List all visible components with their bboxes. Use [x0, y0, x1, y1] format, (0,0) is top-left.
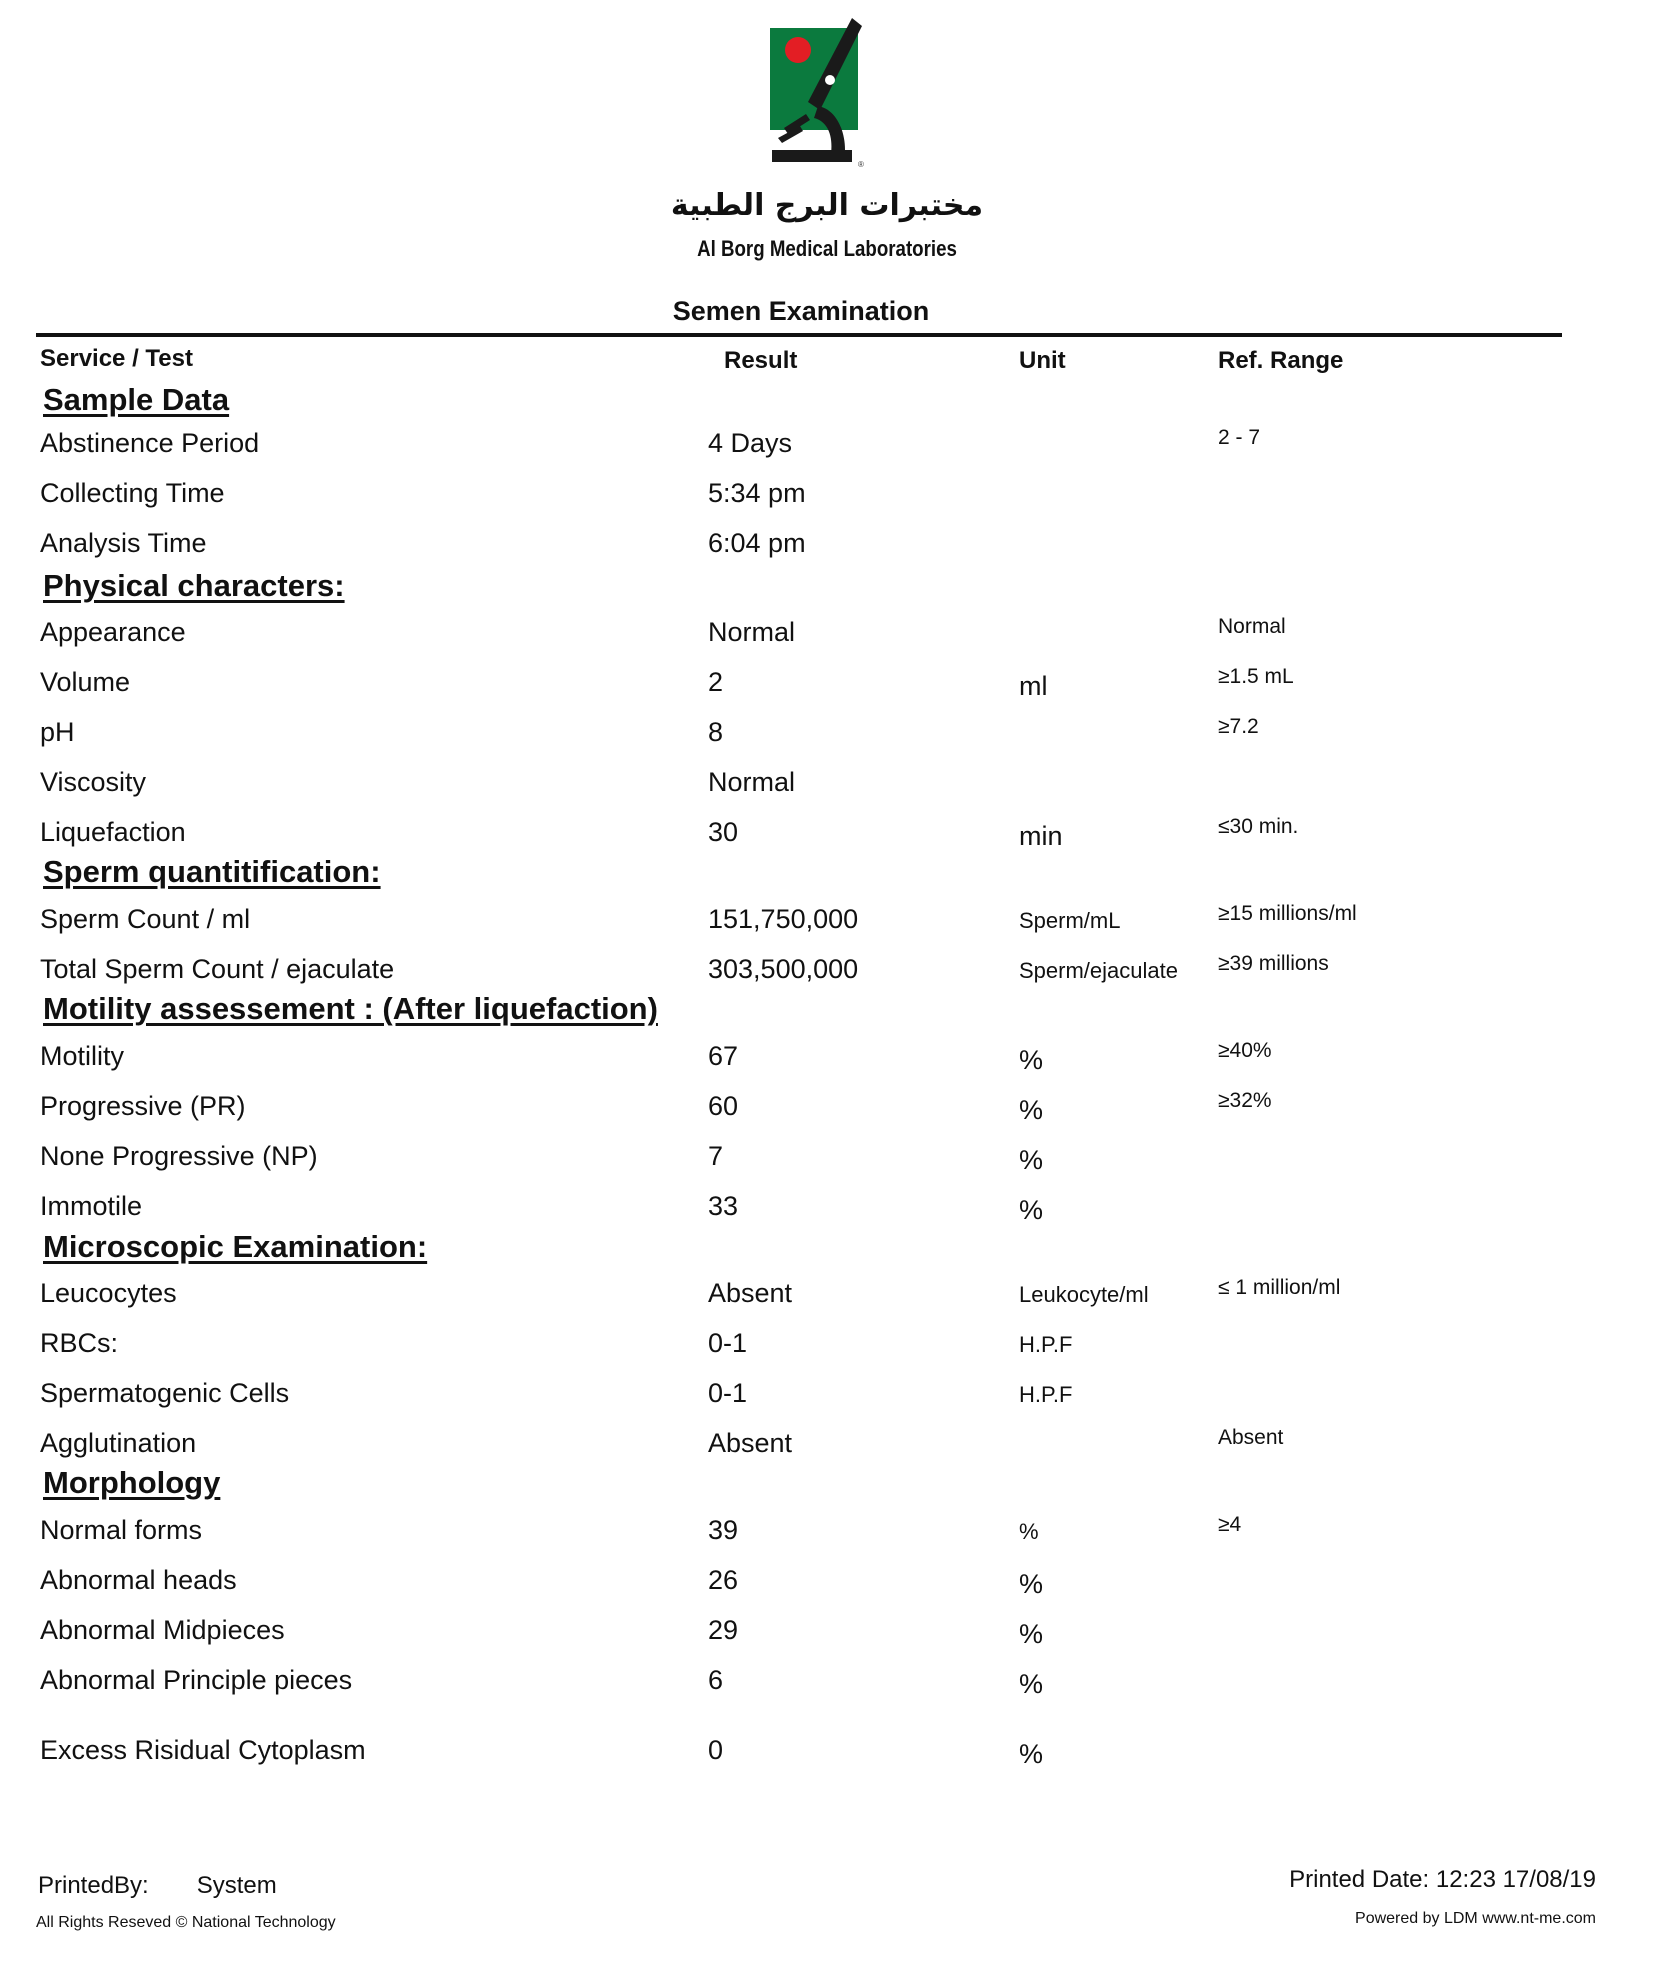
section-title-microscopic: Microscopic Examination: [43, 1229, 428, 1264]
result-value: 5:34 pm [708, 478, 806, 508]
test-name: Viscosity [40, 767, 147, 797]
table-row [0, 1565, 1654, 1605]
ref-range: ≥32% [1218, 1089, 1272, 1112]
printed-by-value: System [196, 1872, 277, 1899]
ref-range: ≥7.2 [1218, 715, 1259, 738]
ref-range: ≤ 1 million/ml [1218, 1276, 1341, 1299]
result-value: 0-1 [708, 1328, 748, 1358]
test-name: Abnormal Principle pieces [40, 1665, 353, 1695]
table-row [0, 904, 1654, 944]
printed-date: Printed Date: 12:23 17/08/19 [1289, 1866, 1596, 1893]
unit: % [1019, 1045, 1044, 1075]
result-value: 60 [708, 1091, 739, 1121]
table-row [0, 1615, 1654, 1655]
test-name: Sperm Count / ml [40, 904, 251, 934]
test-name: Total Sperm Count / ejaculate [40, 954, 395, 984]
table-row [0, 717, 1654, 757]
unit: Sperm/mL [1019, 908, 1121, 933]
unit: % [1019, 1739, 1044, 1769]
table-row [0, 1278, 1654, 1318]
test-name: Excess Risidual Cytoplasm [40, 1735, 366, 1765]
unit: % [1019, 1145, 1044, 1175]
table-row [0, 428, 1654, 468]
section-title-motility: Motility assessement : (After liquefaction) [43, 991, 658, 1026]
table-row [0, 617, 1654, 657]
unit: H.P.F [1019, 1332, 1073, 1357]
ref-range: 2 - 7 [1218, 426, 1261, 449]
test-name: Liquefaction [40, 817, 186, 847]
result-value: Absent [708, 1428, 793, 1458]
section-title-sperm-quantification: Sperm quantitification: [43, 854, 381, 889]
table-row [0, 817, 1654, 857]
svg-text:®: ® [858, 160, 864, 169]
ref-range: ≥40% [1218, 1039, 1272, 1062]
table-row [0, 478, 1654, 518]
result-value: 30 [708, 817, 739, 847]
table-row [0, 1041, 1654, 1081]
test-name: Leucocytes [40, 1278, 177, 1308]
result-value: 6 [708, 1665, 724, 1695]
report-title: Semen Examination [672, 296, 930, 326]
copyright-text: All Rights Reseved © National Technology [36, 1914, 336, 1931]
unit: % [1019, 1095, 1044, 1125]
result-value: 151,750,000 [708, 904, 859, 934]
table-row [0, 1091, 1654, 1131]
column-header-result: Result [724, 347, 798, 374]
table-row [0, 1141, 1654, 1181]
table-row [0, 1665, 1654, 1705]
table-row [0, 1191, 1654, 1231]
result-value: 29 [708, 1615, 739, 1645]
test-name: Spermatogenic Cells [40, 1378, 290, 1408]
result-value: Normal [708, 617, 796, 647]
result-value: 0-1 [708, 1378, 748, 1408]
test-name: Analysis Time [40, 528, 207, 558]
test-name: Normal forms [40, 1515, 203, 1545]
ref-range: ≥1.5 mL [1218, 665, 1294, 688]
result-value: 6:04 pm [708, 528, 806, 558]
ref-range: Absent [1218, 1426, 1284, 1449]
table-row [0, 1328, 1654, 1368]
column-header-test: Service / Test [40, 345, 193, 372]
test-name: Immotile [40, 1191, 143, 1221]
table-row [0, 1428, 1654, 1468]
printed-by [38, 1872, 277, 1900]
unit: Leukocyte/ml [1019, 1282, 1149, 1307]
test-name: pH [40, 717, 75, 747]
table-row [0, 954, 1654, 994]
test-name: None Progressive (NP) [40, 1141, 318, 1171]
test-name: Appearance [40, 617, 186, 647]
column-header-ref-range: Ref. Range [1218, 347, 1344, 374]
test-name: Volume [40, 667, 131, 697]
unit: % [1019, 1619, 1044, 1649]
unit: % [1019, 1195, 1044, 1225]
test-name: Collecting Time [40, 478, 225, 508]
table-row [0, 1378, 1654, 1418]
printed-by-label: PrintedBy: [38, 1872, 149, 1899]
ref-range: Normal [1218, 615, 1286, 638]
result-value: 7 [708, 1141, 724, 1171]
table-row [0, 528, 1654, 568]
ref-range: ≥39 millions [1218, 952, 1329, 975]
lab-name-arabic: مختبرات البرج الطبية [670, 188, 984, 223]
unit: Sperm/ejaculate [1019, 958, 1178, 983]
result-value: 8 [708, 717, 724, 747]
section-title-sample-data: Sample Data [43, 382, 230, 417]
section-title-physical: Physical characters: [43, 568, 345, 603]
test-name: RBCs: [40, 1328, 119, 1358]
test-name: Abstinence Period [40, 428, 260, 458]
ref-range: ≥4 [1218, 1513, 1242, 1536]
test-name: Agglutination [40, 1428, 197, 1458]
test-name: Motility [40, 1041, 125, 1071]
result-value: 4 Days [708, 428, 793, 458]
result-value: 303,500,000 [708, 954, 859, 984]
table-row [0, 1735, 1654, 1775]
result-value: Absent [708, 1278, 793, 1308]
powered-by: Powered by LDM www.nt-me.com [1355, 1910, 1596, 1927]
unit: min [1019, 821, 1063, 851]
result-value: 39 [708, 1515, 739, 1545]
result-value: Normal [708, 767, 796, 797]
section-title-morphology: Morphology [43, 1465, 221, 1500]
column-header-unit: Unit [1019, 347, 1066, 374]
table-row [0, 767, 1654, 807]
test-name: Progressive (PR) [40, 1091, 246, 1121]
result-value: 2 [708, 667, 724, 697]
lab-name-english: Al Borg Medical Laboratories [697, 236, 957, 261]
unit: % [1019, 1569, 1044, 1599]
header-divider [36, 333, 1562, 337]
table-row [0, 1515, 1654, 1555]
microscope-logo-icon [770, 10, 870, 170]
result-value: 26 [708, 1565, 739, 1595]
result-value: 33 [708, 1191, 739, 1221]
unit: % [1019, 1519, 1039, 1544]
test-name: Abnormal heads [40, 1565, 237, 1595]
result-value: 0 [708, 1735, 724, 1765]
result-value: 67 [708, 1041, 739, 1071]
ref-range: ≥15 millions/ml [1218, 902, 1357, 925]
unit: H.P.F [1019, 1382, 1073, 1407]
unit: ml [1019, 671, 1048, 701]
test-name: Abnormal Midpieces [40, 1615, 285, 1645]
ref-range: ≤30 min. [1218, 815, 1299, 838]
unit: % [1019, 1669, 1044, 1699]
table-row [0, 667, 1654, 707]
